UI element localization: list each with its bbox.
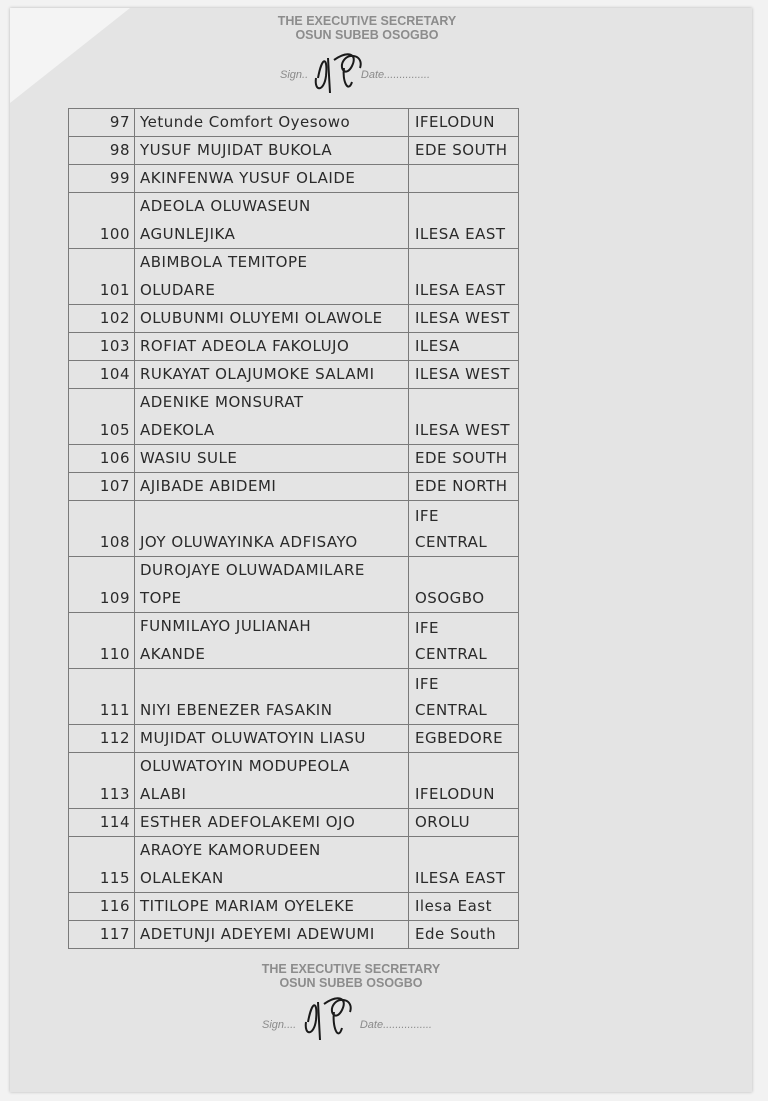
name-cell	[135, 193, 409, 249]
serial-number-cell: 112	[69, 725, 135, 753]
serial-number-cell: 107	[69, 473, 135, 501]
page-corner-fold	[10, 8, 130, 103]
serial-number-cell: 110	[69, 613, 135, 669]
serial-number-cell: 102	[69, 305, 135, 333]
lga-cell: ILESA WEST	[409, 305, 519, 333]
serial-number-cell: 99	[69, 165, 135, 193]
table-row	[69, 333, 519, 361]
name-line-2: OLALEKAN	[140, 869, 224, 887]
serial-number-cell: 97	[69, 109, 135, 137]
name-line-2: ALABI	[140, 785, 187, 803]
serial-number-cell: 106	[69, 445, 135, 473]
serial-number-cell: 111	[69, 669, 135, 725]
lga-cell: EDE NORTH	[409, 473, 519, 501]
lga-line-2: CENTRAL	[415, 645, 488, 663]
name-cell: AJIBADE ABIDEMI	[135, 473, 409, 501]
name-cell: YUSUF MUJIDAT BUKOLA	[135, 137, 409, 165]
stamp-bottom	[258, 962, 444, 1036]
table-row	[69, 249, 519, 305]
sign-label: Sign..	[280, 69, 309, 81]
name-cell	[135, 837, 409, 893]
lga-cell	[409, 669, 519, 725]
table-row	[69, 193, 519, 249]
lga-cell: Ede South	[409, 921, 519, 949]
name-cell	[135, 753, 409, 809]
table-row	[69, 837, 519, 893]
table-row	[69, 501, 519, 557]
date-label: Date................	[359, 1019, 432, 1031]
staff-register-table	[68, 108, 519, 949]
serial-number-cell: 100	[69, 193, 135, 249]
table-row	[69, 557, 519, 613]
lga-cell: ILESA	[409, 333, 519, 361]
name-line-2: OLUDARE	[140, 281, 216, 299]
name-cell: ADETUNJI ADEYEMI ADEWUMI	[135, 921, 409, 949]
serial-number-cell: 98	[69, 137, 135, 165]
name-line-2: TOPE	[140, 589, 182, 607]
name-line-2: AKANDE	[140, 645, 206, 663]
lga-cell: EGBEDORE	[409, 725, 519, 753]
lga-line-2: CENTRAL	[415, 701, 488, 719]
stamp-title: THE EXECUTIVE SECRETARY	[277, 14, 457, 28]
table-row	[69, 389, 519, 445]
name-cell	[135, 389, 409, 445]
name-cell	[135, 557, 409, 613]
table-row	[69, 725, 519, 753]
stamp-office: OSUN SUBEB OSOGBO	[295, 28, 439, 42]
table-row	[69, 613, 519, 669]
table-row	[69, 921, 519, 949]
serial-number-cell: 116	[69, 893, 135, 921]
name-cell: AKINFENWA YUSUF OLAIDE	[135, 165, 409, 193]
serial-number-cell: 109	[69, 557, 135, 613]
name-cell: ESTHER ADEFOLAKEMI OJO	[135, 809, 409, 837]
table-row	[69, 361, 519, 389]
handwritten-signature	[308, 48, 378, 98]
lga-cell: EDE SOUTH	[409, 445, 519, 473]
lga-cell: EDE SOUTH	[409, 137, 519, 165]
handwritten-signature	[298, 992, 368, 1044]
name-line-1: ARAOYE KAMORUDEEN	[140, 841, 321, 859]
table-row	[69, 165, 519, 193]
serial-number-cell: 108	[69, 501, 135, 557]
lga-cell: IFELODUN	[409, 753, 519, 809]
lga-cell: ILESA EAST	[409, 837, 519, 893]
name-cell: RUKAYAT OLAJUMOKE SALAMI	[135, 361, 409, 389]
name-line-2: AGUNLEJIKA	[140, 225, 236, 243]
name-cell: NIYI EBENEZER FASAKIN	[135, 669, 409, 725]
name-cell: ROFIAT ADEOLA FAKOLUJO	[135, 333, 409, 361]
table-row	[69, 893, 519, 921]
lga-line-1: IFE	[415, 619, 440, 637]
table-row	[69, 669, 519, 725]
lga-cell	[409, 501, 519, 557]
lga-cell: ILESA EAST	[409, 249, 519, 305]
stamp-title: THE EXECUTIVE SECRETARY	[261, 962, 441, 976]
lga-cell: OROLU	[409, 809, 519, 837]
lga-line-2: CENTRAL	[415, 533, 488, 551]
lga-line-1: IFE	[415, 507, 440, 525]
table-row	[69, 305, 519, 333]
name-line-1: DUROJAYE OLUWADAMILARE	[140, 561, 365, 579]
stamp-office: OSUN SUBEB OSOGBO	[279, 976, 423, 990]
lga-cell	[409, 613, 519, 669]
name-cell: JOY OLUWAYINKA ADFISAYO	[135, 501, 409, 557]
lga-cell: OSOGBO	[409, 557, 519, 613]
name-line-2: ADEKOLA	[140, 421, 215, 439]
lga-cell: ILESA EAST	[409, 193, 519, 249]
name-cell: OLUBUNMI OLUYEMI OLAWOLE	[135, 305, 409, 333]
serial-number-cell: 104	[69, 361, 135, 389]
table-row	[69, 137, 519, 165]
name-line-1: OLUWATOYIN MODUPEOLA	[140, 757, 350, 775]
lga-cell: ILESA WEST	[409, 389, 519, 445]
serial-number-cell: 117	[69, 921, 135, 949]
lga-cell: ILESA WEST	[409, 361, 519, 389]
serial-number-cell: 101	[69, 249, 135, 305]
lga-line-1: IFE	[415, 675, 440, 693]
name-line-1: ADENIKE MONSURAT	[140, 393, 304, 411]
serial-number-cell: 105	[69, 389, 135, 445]
table-row	[69, 809, 519, 837]
table-row	[69, 473, 519, 501]
name-line-1: ABIMBOLA TEMITOPE	[140, 253, 308, 271]
name-cell: MUJIDAT OLUWATOYIN LIASU	[135, 725, 409, 753]
table-row	[69, 753, 519, 809]
name-line-1: FUNMILAYO JULIANAH	[140, 617, 312, 635]
lga-cell: Ilesa East	[409, 893, 519, 921]
name-cell	[135, 613, 409, 669]
name-cell: Yetunde Comfort Oyesowo	[135, 109, 409, 137]
stamp-top	[272, 14, 462, 86]
lga-cell: IFELODUN	[409, 109, 519, 137]
lga-cell	[409, 165, 519, 193]
serial-number-cell: 113	[69, 753, 135, 809]
name-cell: WASIU SULE	[135, 445, 409, 473]
serial-number-cell: 115	[69, 837, 135, 893]
table-row	[69, 109, 519, 137]
name-cell: TITILOPE MARIAM OYELEKE	[135, 893, 409, 921]
date-label: Date...............	[360, 69, 430, 81]
serial-number-cell: 114	[69, 809, 135, 837]
name-line-1: ADEOLA OLUWASEUN	[140, 197, 311, 215]
sign-label: Sign....	[262, 1019, 297, 1031]
serial-number-cell: 103	[69, 333, 135, 361]
table-row	[69, 445, 519, 473]
name-cell	[135, 249, 409, 305]
